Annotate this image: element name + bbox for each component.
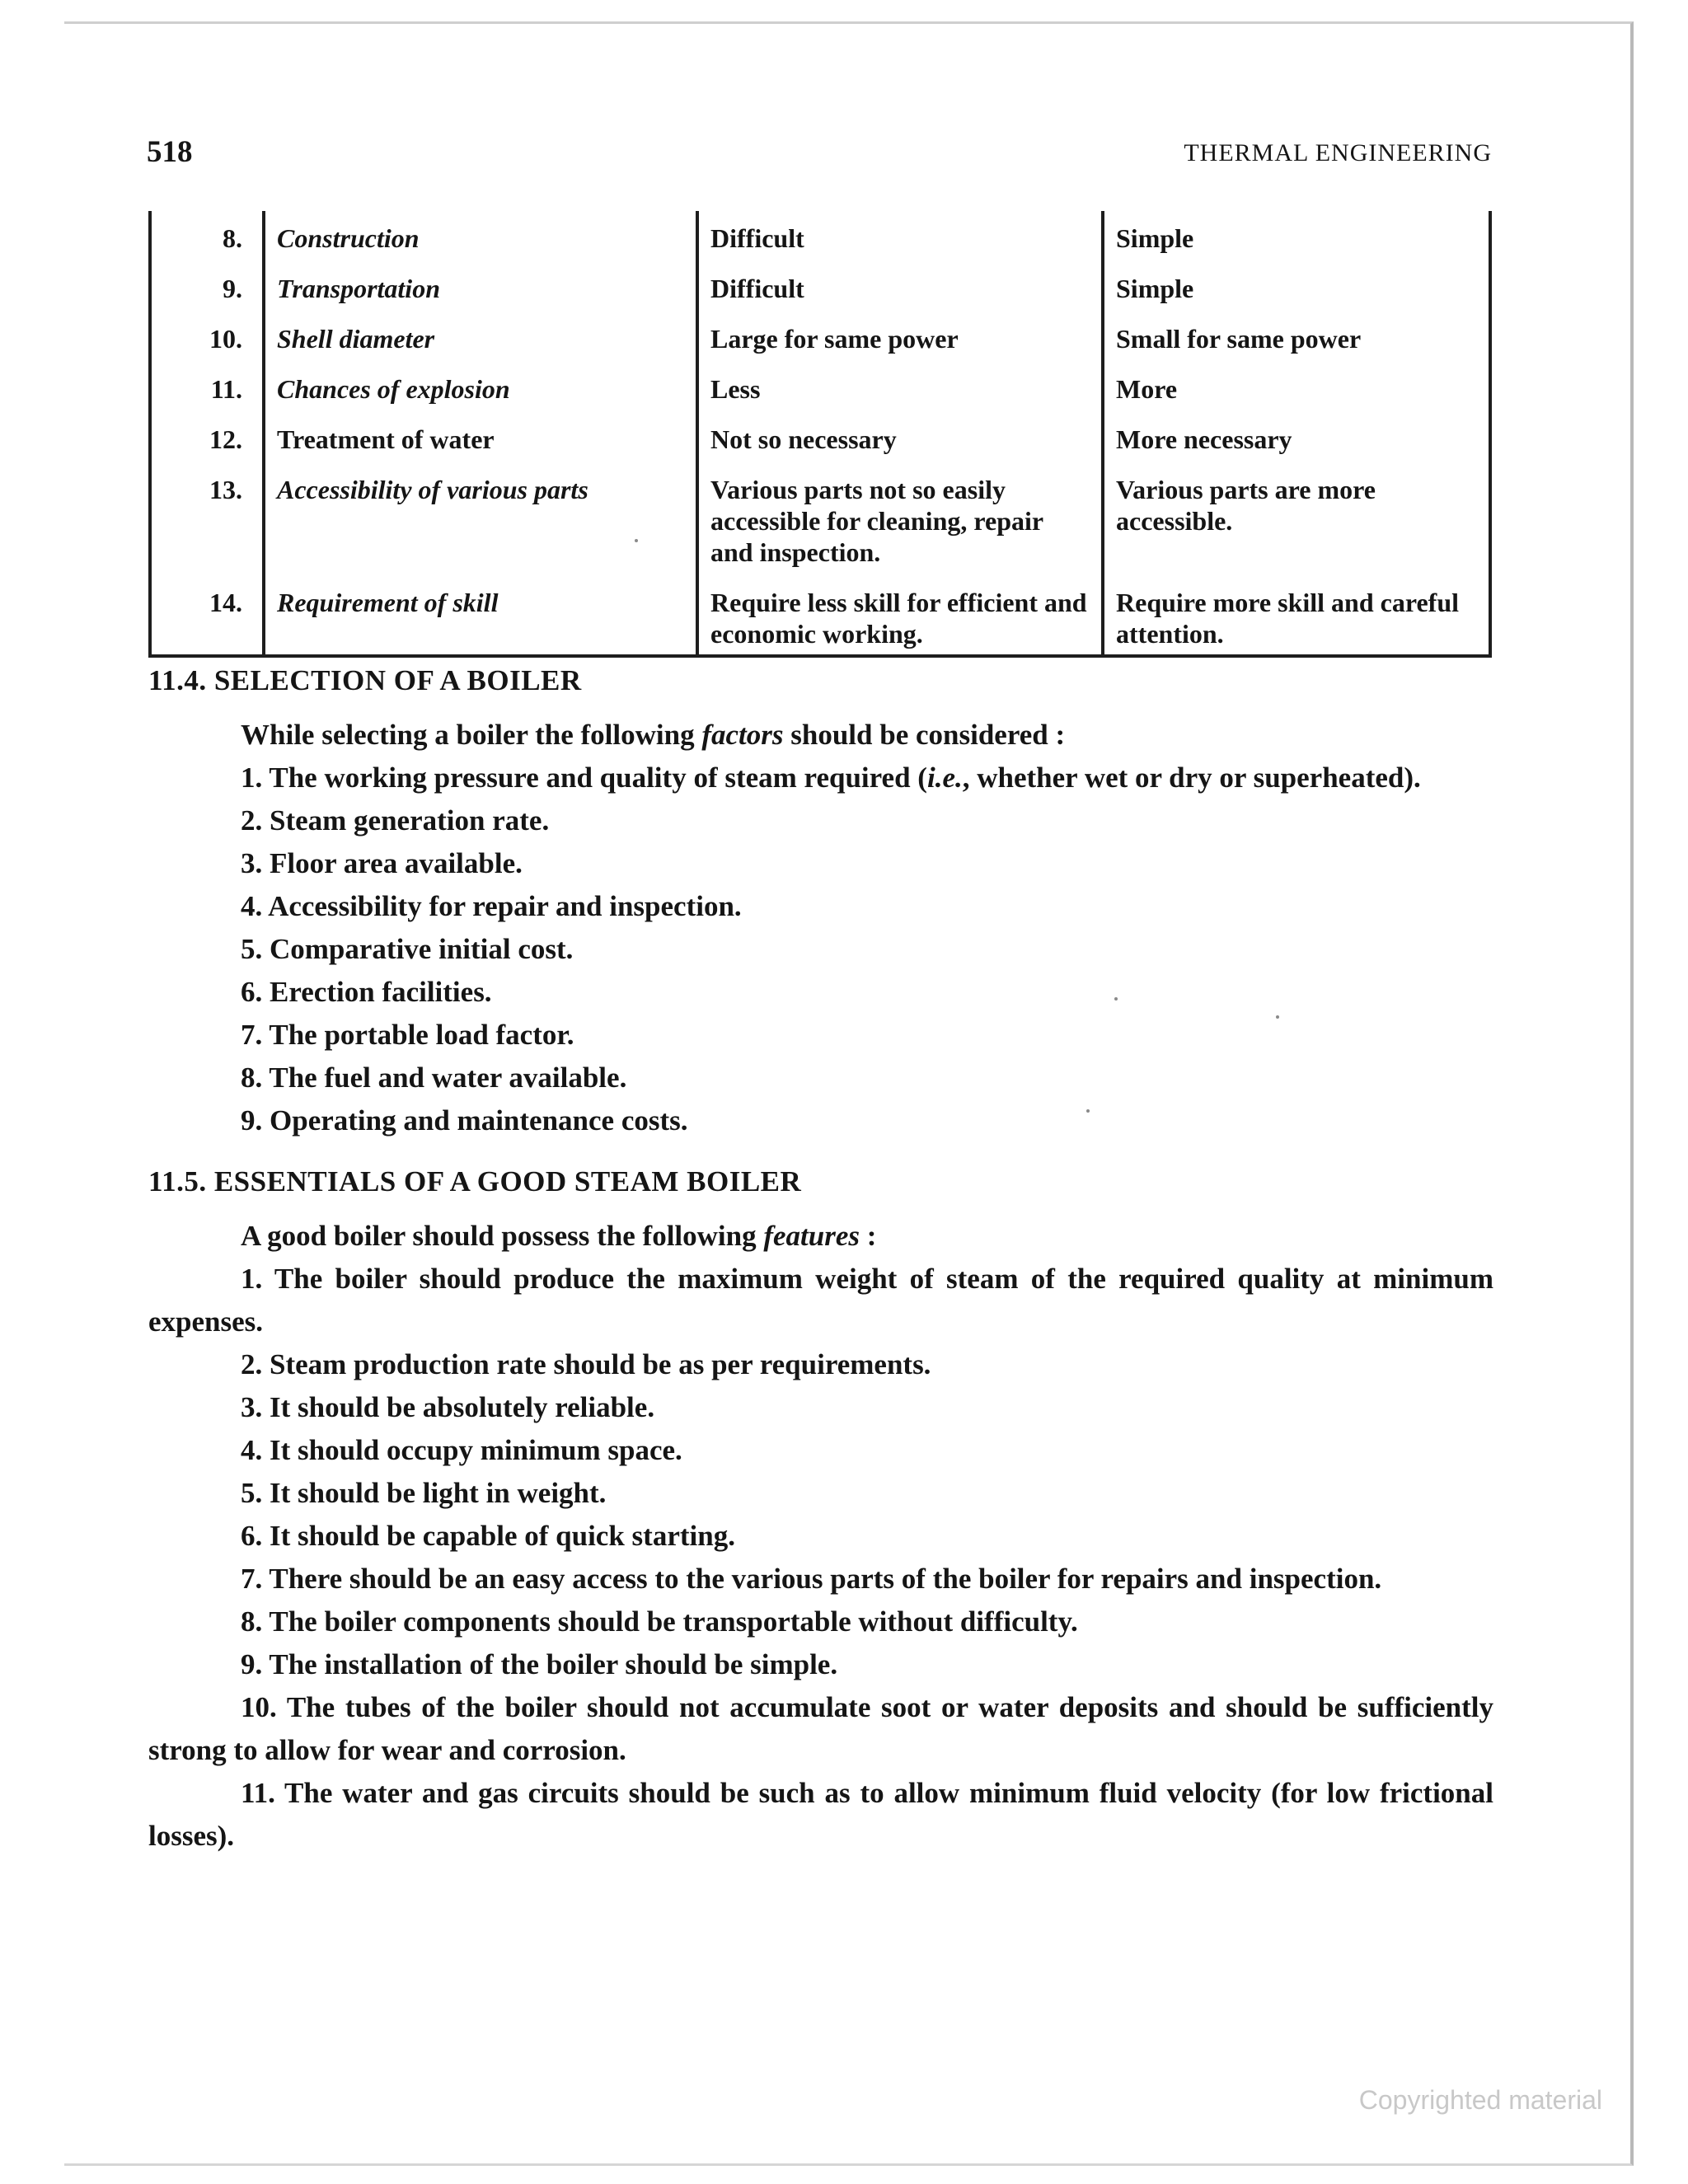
second-type-cell: Require more skill and careful attention. xyxy=(1103,574,1490,656)
second-type-cell: More xyxy=(1103,361,1490,411)
row-number: 9. xyxy=(150,260,264,311)
row-number: 8. xyxy=(150,211,264,260)
page-number: 518 xyxy=(147,135,193,169)
list-item: 3. Floor area available. xyxy=(241,847,523,879)
feature-cell: Construction xyxy=(264,211,697,260)
table-row xyxy=(150,260,1490,311)
table-row xyxy=(150,462,1490,574)
scan-speck xyxy=(635,539,638,542)
table-row xyxy=(150,311,1490,361)
item-text: 1. The working pressure and quality of steam required ( xyxy=(241,762,927,794)
first-type-cell: Various parts not so easily accessible for cleaning, repair and inspection. xyxy=(697,462,1103,574)
table-row xyxy=(150,411,1490,462)
running-head: THERMAL ENGINEERING xyxy=(1184,139,1492,166)
list-item: 4. It should occupy minimum space. xyxy=(241,1434,682,1466)
second-type-cell: Small for same power xyxy=(1103,311,1490,361)
first-type-cell: Large for same power xyxy=(697,311,1103,361)
list-item: 6. It should be capable of quick starting. xyxy=(241,1520,735,1552)
section-heading-selection: 11.4. SELECTION OF A BOILER xyxy=(148,664,582,696)
list-item: 8. The fuel and water available. xyxy=(241,1062,627,1094)
intro-emphasis: features xyxy=(763,1220,860,1252)
item-emphasis: i.e. xyxy=(926,762,963,794)
first-type-cell: Require less skill for efficient and economic working. xyxy=(697,574,1103,656)
scan-speck xyxy=(1086,1109,1090,1113)
intro-text-end: : xyxy=(860,1220,877,1252)
table-row xyxy=(150,211,1490,260)
list-item: 5. It should be light in weight. xyxy=(241,1477,607,1509)
row-number: 11. xyxy=(150,361,264,411)
list-item: 7. There should be an easy access to the various parts of the boiler for repairs and inspection. xyxy=(241,1563,1382,1595)
list-item: 8. The boiler components should be transportable without difficulty. xyxy=(241,1605,1078,1638)
list-item: 10. The tubes of the boiler should not accumulate soot or water deposits and should be sufficiently strong to allow for wear and corrosion. xyxy=(148,1691,1493,1766)
item-text-end: , whether wet or dry or superheated). xyxy=(962,762,1421,794)
page-header xyxy=(147,134,1492,174)
list-item xyxy=(148,757,1493,799)
first-type-cell: Less xyxy=(697,361,1103,411)
first-type-cell: Difficult xyxy=(697,260,1103,311)
intro-text-end: should be considered : xyxy=(783,719,1066,751)
selection-intro xyxy=(148,714,1493,757)
second-type-cell: Various parts are more accessible. xyxy=(1103,462,1490,574)
essentials-intro xyxy=(148,1215,1493,1258)
intro-text: A good boiler should possess the following xyxy=(241,1220,764,1252)
scan-speck xyxy=(1114,997,1118,1001)
intro-emphasis: factors xyxy=(701,719,784,751)
list-item: 4. Accessibility for repair and inspection. xyxy=(241,890,742,922)
body-text xyxy=(148,659,1493,1858)
feature-cell: Shell diameter xyxy=(264,311,697,361)
list-item: 11. The water and gas circuits should be such as to allow minimum fluid velocity (for low frictional losses). xyxy=(148,1777,1493,1852)
row-number: 12. xyxy=(150,411,264,462)
table-row xyxy=(150,361,1490,411)
second-type-cell: Simple xyxy=(1103,211,1490,260)
list-item: 3. It should be absolutely reliable. xyxy=(241,1391,655,1423)
feature-cell: Transportation xyxy=(264,260,697,311)
table-row xyxy=(150,574,1490,656)
list-item: 9. The installation of the boiler should be simple. xyxy=(241,1648,838,1680)
first-type-cell: Difficult xyxy=(697,211,1103,260)
copyright-watermark: Copyrighted material xyxy=(1358,2085,1602,2115)
section-heading-essentials: 11.5. ESSENTIALS OF A GOOD STEAM BOILER xyxy=(148,1165,802,1197)
first-type-cell: Not so necessary xyxy=(697,411,1103,462)
comparison-table xyxy=(148,211,1492,658)
list-item: 9. Operating and maintenance costs. xyxy=(241,1104,688,1137)
list-item: 6. Erection facilities. xyxy=(241,976,492,1008)
list-item: 7. The portable load factor. xyxy=(241,1019,574,1051)
list-item: 1. The boiler should produce the maximum weight of steam of the required quality at minimum expenses. xyxy=(148,1263,1493,1338)
feature-cell: Chances of explosion xyxy=(264,361,697,411)
list-item: 2. Steam generation rate. xyxy=(241,804,550,837)
feature-cell: Treatment of water xyxy=(264,411,697,462)
row-number: 14. xyxy=(150,574,264,656)
list-item: 5. Comparative initial cost. xyxy=(241,933,574,965)
second-type-cell: More necessary xyxy=(1103,411,1490,462)
intro-text: While selecting a boiler the following xyxy=(241,719,702,751)
scan-speck xyxy=(1276,1015,1279,1019)
row-number: 13. xyxy=(150,462,264,574)
second-type-cell: Simple xyxy=(1103,260,1490,311)
row-number: 10. xyxy=(150,311,264,361)
feature-cell: Accessibility of various parts xyxy=(264,462,697,574)
list-item: 2. Steam production rate should be as per requirements. xyxy=(241,1348,931,1380)
feature-cell: Requirement of skill xyxy=(264,574,697,656)
